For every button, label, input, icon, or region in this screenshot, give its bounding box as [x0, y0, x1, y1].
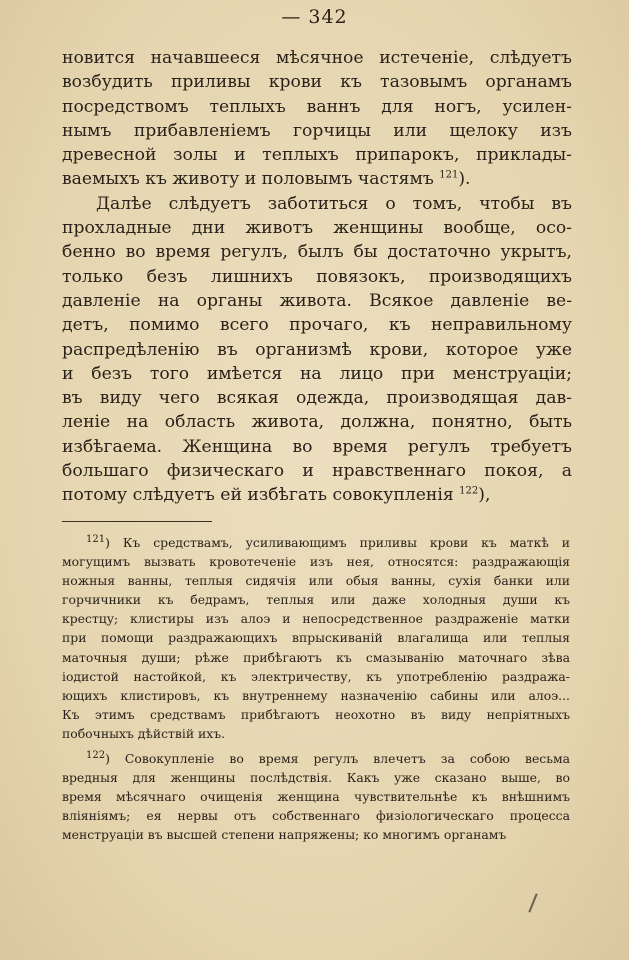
line-text: новится начавшееся мѣсячное истеченіе, слѣдуетъ: [62, 48, 572, 68]
footnote-text: ножныя ванны, теплыя сидячія или обыя ванны, сухія банки или: [62, 573, 570, 589]
footnote-text: ) Къ средствамъ, усиливающимъ приливы крови къ маткѣ и: [105, 535, 570, 550]
line-text: посредствомъ теплыхъ ваннъ для ногъ, усилен-: [62, 96, 572, 117]
footnote-line: [62, 705, 570, 724]
line-tail: ),: [478, 485, 491, 506]
footnote-text: маточныя души; рѣже прибѣгаютъ къ смазыванію маточнаго зѣва: [62, 649, 570, 665]
footnote-line: [62, 552, 570, 571]
footnote-line: [62, 749, 570, 768]
footnote-line: [62, 806, 570, 825]
footnote-line: [62, 628, 570, 647]
footnote-line: [62, 724, 570, 743]
footnote-marker: 122: [86, 749, 106, 761]
footnote-text: крестцу; клистиры изъ алоэ и непосредственное раздраженіе матки: [62, 611, 570, 627]
text-line: [62, 119, 572, 143]
footnote-line: [62, 648, 570, 667]
text-line: [62, 143, 572, 167]
line-text: избѣгаема. Женщина во время регулъ требуетъ: [62, 436, 572, 457]
footnote-text: Къ этимъ средствамъ прибѣгаютъ неохотно въ виду непріятныхъ: [62, 706, 570, 722]
footnote-text: горчичники къ бедрамъ, теплыя или даже холодныя души къ: [62, 592, 570, 608]
text-line: [62, 46, 572, 70]
footnote-line: [62, 768, 570, 787]
footnote-text: при помощи раздражающихъ впрыскиваній влагалища или теплыя: [62, 630, 570, 646]
text-line: [62, 386, 572, 410]
footnote-text: вліяніямъ; ея нервы отъ собственнаго физіологическаго процесса: [62, 808, 570, 824]
text-line: [62, 265, 572, 289]
footnote-text: менструаціи въ высшей степени напряжены; ко многимъ органамъ: [62, 827, 507, 843]
line-text: нымъ прибавленіемъ горчицы или щелоку изъ: [62, 120, 572, 141]
footnote-line: [62, 533, 570, 552]
footnote-text: іодистой настойкой, къ электричеству, къ употребленію раздража-: [62, 668, 570, 684]
line-tail: ).: [458, 169, 471, 190]
line-text: распредѣленію въ организмѣ крови, которое уже: [62, 339, 572, 360]
footnote-text: ) Совокупленіе во время регулъ влечетъ за собою весьма: [105, 751, 570, 767]
text-line: [62, 459, 572, 483]
footnote-text: могущимъ вызвать кровотеченіе изъ нея, относятся: раздражающія: [62, 554, 570, 570]
footnote-separator: [62, 521, 212, 522]
footnote-text: побочныхъ дѣйствій ихъ.: [62, 725, 226, 741]
footnote-line: [62, 787, 570, 806]
text-line: [62, 240, 572, 264]
pencil-mark: [528, 893, 537, 912]
main-text: [62, 46, 572, 508]
text-line: [62, 192, 572, 216]
footnote-text: вредныя для женщины послѣдствія. Какъ уже сказано выше, во: [62, 770, 570, 786]
line-text: ваемыхъ къ животу и половымъ частямъ: [62, 169, 434, 190]
footnote-ref: 122: [459, 485, 479, 497]
footnote-line: [62, 686, 570, 705]
footnote-line: [62, 825, 570, 844]
footnote-text: время мѣсячнаго очищенія женщина чувствительнѣе къ внѣшнимъ: [62, 789, 570, 805]
text-line: [62, 70, 572, 94]
page-number: — 342: [281, 6, 348, 28]
line-text: въ виду чего всякая одежда, производящая дав-: [62, 388, 572, 409]
line-text: давленіе на органы живота. Всякое давленіе ве-: [62, 290, 572, 311]
text-line: [62, 167, 572, 191]
text-line: [62, 289, 572, 313]
line-text: леніе на область живота, должна, понятно, быть: [62, 412, 572, 433]
text-line: [62, 95, 572, 119]
line-text: детъ, помимо всего прочаго, къ неправильному: [62, 315, 572, 336]
line-text: большаго физическаго и нравственнаго покоя, а: [62, 461, 572, 482]
text-line: [62, 313, 572, 337]
footnote-line: [62, 667, 570, 686]
text-line: [62, 435, 572, 459]
footnote-ref: 121: [439, 169, 459, 181]
line-text: древесной золы и теплыхъ припарокъ, приклады-: [62, 145, 572, 166]
line-text: возбудить приливы крови къ тазовымъ органамъ: [62, 72, 572, 93]
line-text: прохладные дни животъ женщины вообще, осо-: [62, 218, 572, 239]
footnotes: [62, 533, 570, 845]
footnote-line: [62, 571, 570, 590]
line-text: потому слѣдуетъ ей избѣгать совокупленія: [62, 485, 454, 506]
text-line: [62, 216, 572, 240]
text-line: [62, 338, 572, 362]
footnote-text: ющихъ клистировъ, къ внутреннему назначенію сабины или алоэ...: [62, 687, 570, 703]
footnote-line: [62, 590, 570, 609]
text-line: [62, 362, 572, 386]
line-text: только безъ лишнихъ повязокъ, производящихъ: [62, 266, 572, 287]
line-text: Далѣе слѣдуетъ заботиться о томъ, чтобы въ: [96, 193, 572, 214]
text-line: [62, 483, 572, 507]
line-text: бенно во время регулъ, былъ бы достаточно укрытъ,: [62, 242, 572, 263]
footnote-marker: 121: [86, 533, 106, 545]
text-line: [62, 410, 572, 434]
footnote-line: [62, 609, 570, 628]
line-text: и безъ того имѣется на лицо при менструаціи;: [62, 363, 572, 384]
